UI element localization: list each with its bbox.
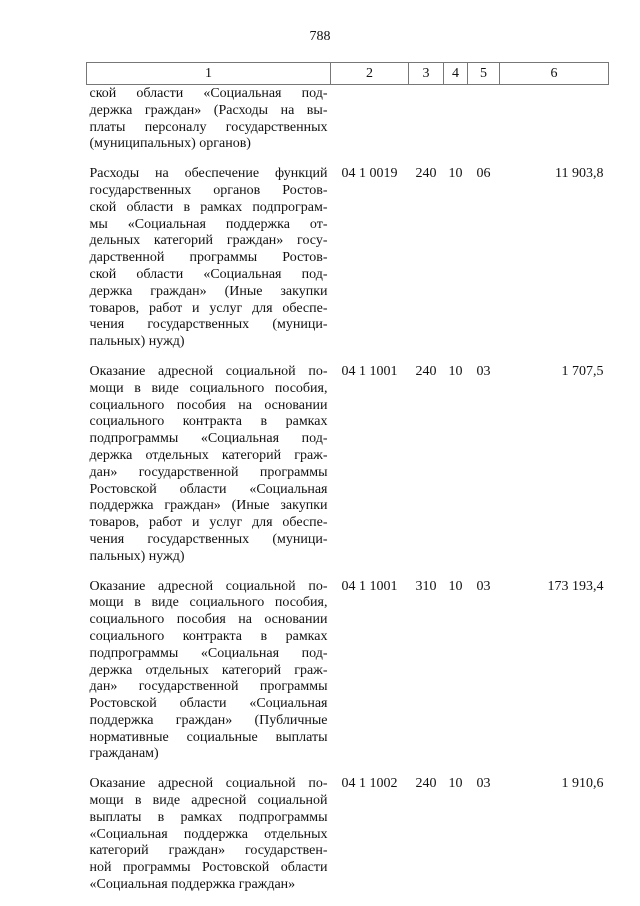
description-line: держка граждан» (Расходы на вы-	[89, 102, 328, 118]
expense-type-code	[409, 85, 444, 166]
description-line: нормативные социальные выплаты	[89, 729, 328, 745]
section-code: 10	[448, 363, 463, 379]
description-line: мы «Социальная поддержка от-	[89, 216, 328, 232]
page-number: 788	[309, 29, 331, 44]
description-line: подпрограммы «Социальная под-	[89, 431, 328, 447]
header-col-2: 2	[331, 63, 409, 85]
description-line: дельных категорий граждан» госу-	[89, 233, 328, 249]
row-description	[87, 363, 331, 578]
description-line: мощи в виде социального пособия,	[89, 380, 328, 396]
table-row	[87, 578, 609, 776]
description-line: социального контракта в рамках	[89, 628, 328, 644]
description-line: поддержка граждан» (Публичные	[89, 712, 328, 728]
header-col-3: 3	[409, 63, 444, 85]
amount-value: 11 903,8	[555, 166, 604, 182]
description-line: категорий граждан» государствен-	[89, 843, 328, 859]
description-line: ской области в рамках подпрограм-	[89, 199, 328, 215]
row-description	[87, 85, 331, 166]
amount-value: 173 193,4	[547, 578, 604, 594]
header-row	[87, 63, 609, 85]
expense-type-code: 240	[415, 166, 437, 182]
description-line: держка граждан» (Иные закупки	[89, 283, 328, 299]
description-line: держка отдельных категорий граж-	[89, 662, 328, 678]
table-row	[87, 165, 609, 363]
description-line: дан» государственной программы	[89, 464, 328, 480]
subsection-code: 03	[476, 363, 491, 379]
description-line: держка отдельных категорий граж-	[89, 447, 328, 463]
subsection-code: 03	[476, 578, 491, 594]
header-col-5: 5	[468, 63, 500, 85]
description-line: социального контракта в рамках	[89, 414, 328, 430]
description-line: мощи в виде адресной социальной	[89, 793, 328, 809]
header-col-4: 4	[444, 63, 468, 85]
section-code	[444, 85, 468, 166]
amount-value: 1 910,6	[561, 776, 604, 792]
description-line: чения государственных (муници-	[89, 531, 328, 547]
description-line: мощи в виде социального пособия,	[89, 595, 328, 611]
description-line: чения государственных (муници-	[89, 317, 328, 333]
target-article-code: 04 1 0019	[341, 166, 398, 182]
expense-type-code: 310	[415, 578, 437, 594]
description-line: товаров, работ и услуг для обеспе-	[89, 300, 328, 316]
row-description	[87, 775, 331, 906]
section-code: 10	[448, 578, 463, 594]
budget-table	[86, 62, 609, 906]
description-line: «Социальная поддержка отдельных	[89, 826, 328, 842]
table-body	[87, 85, 609, 906]
amount-value	[500, 85, 609, 166]
description-line: подпрограммы «Социальная под-	[89, 645, 328, 661]
section-code: 10	[448, 776, 463, 792]
subsection-code: 03	[476, 776, 491, 792]
description-line: ной программы Ростовской области	[89, 860, 328, 876]
row-description	[87, 578, 331, 776]
target-article-code	[331, 85, 409, 166]
amount-value: 1 707,5	[561, 363, 604, 379]
description-line: поддержка граждан» (Иные закупки	[89, 498, 328, 514]
table-header	[87, 63, 609, 85]
description-line: выплаты в рамках подпрограммы	[89, 809, 328, 825]
description-line: Расходы на обеспечение функций	[89, 166, 328, 182]
description-line: ской области «Социальная под-	[89, 266, 328, 282]
description-line: Оказание адресной социальной по-	[89, 363, 328, 379]
description-line: Ростовской области «Социальная	[89, 481, 328, 497]
description-line: Оказание адресной социальной по-	[89, 578, 328, 594]
description-line: Ростовской области «Социальная	[89, 696, 328, 712]
target-article-code: 04 1 1001	[341, 363, 398, 379]
description-line: социального пособия на основании	[89, 612, 328, 628]
subsection-code: 06	[476, 166, 491, 182]
subsection-code	[468, 85, 500, 166]
description-line: «Социальная поддержка граждан»	[89, 877, 296, 893]
description-line: дарственной программы Ростов-	[89, 250, 328, 266]
description-line: (муниципальных) органов)	[89, 136, 251, 152]
description-line: пальных) нужд)	[89, 334, 185, 350]
row-description	[87, 165, 331, 363]
description-line: социального пособия на основании	[89, 397, 328, 413]
expense-type-code: 240	[415, 363, 437, 379]
description-line: дан» государственной программы	[89, 679, 328, 695]
target-article-code: 04 1 1002	[341, 776, 398, 792]
description-line: гражданам)	[89, 746, 159, 762]
header-col-6: 6	[500, 63, 609, 85]
table-row	[87, 775, 609, 906]
table-row	[87, 85, 609, 166]
description-line: пальных) нужд)	[89, 548, 185, 564]
expense-type-code: 240	[415, 776, 437, 792]
table-row	[87, 363, 609, 578]
description-line: товаров, работ и услуг для обеспе-	[89, 515, 328, 531]
header-col-1: 1	[87, 63, 331, 85]
section-code: 10	[448, 166, 463, 182]
target-article-code: 04 1 1001	[341, 578, 398, 594]
description-line: платы персоналу государственных	[89, 119, 328, 135]
description-line: Оказание адресной социальной по-	[89, 776, 328, 792]
description-line: государственных органов Ростов-	[89, 182, 328, 198]
description-line: ской области «Социальная под-	[89, 86, 328, 101]
